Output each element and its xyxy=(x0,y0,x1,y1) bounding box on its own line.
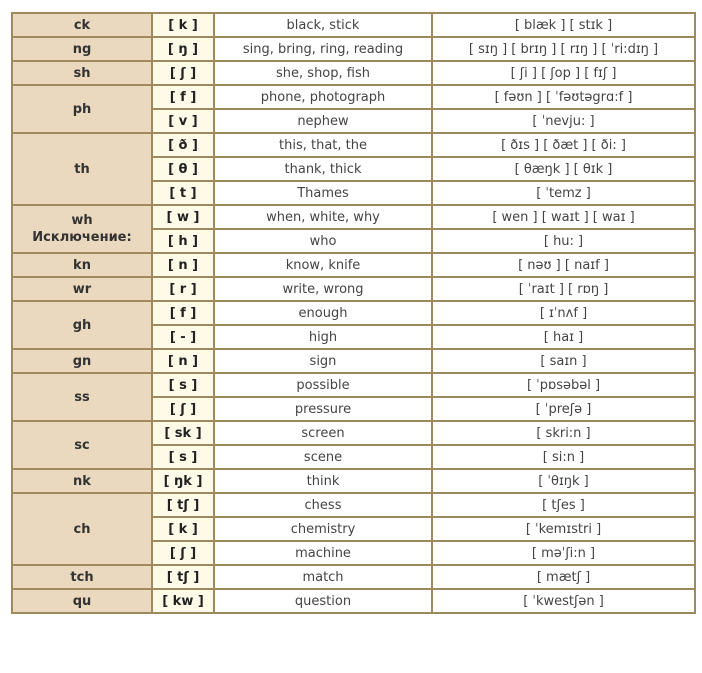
sound-cell: [ n ] xyxy=(152,349,214,373)
letter-combination: ss xyxy=(74,389,90,405)
letter-combination: nk xyxy=(73,473,91,489)
transcription-cell: [ fəʊn ] [ ˈfəʊtəgrɑ:f ] xyxy=(432,85,695,109)
letter-combination: th xyxy=(74,161,90,177)
example-words-cell: Thames xyxy=(214,181,432,205)
phonics-table-body xyxy=(12,13,695,613)
transcription-cell: [ ˈtemz ] xyxy=(432,181,695,205)
transcription-cell: [ ɪˈnʌf ] xyxy=(432,301,695,325)
example-words-cell: black, stick xyxy=(214,13,432,37)
sound-cell: [ n ] xyxy=(152,253,214,277)
example-words-cell: match xyxy=(214,565,432,589)
letter-combination: sc xyxy=(74,437,90,453)
transcription-cell: [ si:n ] xyxy=(432,445,695,469)
transcription-cell: [ wen ] [ waɪt ] [ waɪ ] xyxy=(432,205,695,229)
letter-combination-cell xyxy=(12,13,152,37)
letter-combination-cell xyxy=(12,61,152,85)
sound-cell: [ s ] xyxy=(152,373,214,397)
sound-cell: [ k ] xyxy=(152,13,214,37)
transcription-cell: [ mætʃ ] xyxy=(432,565,695,589)
sound-cell: [ ʃ ] xyxy=(152,397,214,421)
transcription-cell: [ hu: ] xyxy=(432,229,695,253)
letter-combination: ch xyxy=(73,521,91,537)
transcription-cell: [ blæk ] [ stɪk ] xyxy=(432,13,695,37)
sound-cell: [ tʃ ] xyxy=(152,565,214,589)
transcription-cell: [ tʃes ] xyxy=(432,493,695,517)
sound-cell: [ ŋ ] xyxy=(152,37,214,61)
transcription-cell: [ ʃi ] [ ʃop ] [ fɪʃ ] xyxy=(432,61,695,85)
letter-combination-cell xyxy=(12,493,152,565)
example-words-cell: machine xyxy=(214,541,432,565)
sound-cell: [ v ] xyxy=(152,109,214,133)
table-row xyxy=(12,133,695,157)
transcription-cell: [ skri:n ] xyxy=(432,421,695,445)
sound-cell: [ ŋk ] xyxy=(152,469,214,493)
transcription-cell: [ ˈraɪt ] [ rɒŋ ] xyxy=(432,277,695,301)
phonics-table-container xyxy=(11,12,694,662)
sound-cell: [ k ] xyxy=(152,517,214,541)
example-words-cell: sign xyxy=(214,349,432,373)
example-words-cell: sing, bring, ring, reading xyxy=(214,37,432,61)
letter-combination: ng xyxy=(72,41,92,57)
sound-cell: [ sk ] xyxy=(152,421,214,445)
letter-combination-cell xyxy=(12,205,152,253)
example-words-cell: pressure xyxy=(214,397,432,421)
example-words-cell: phone, photograph xyxy=(214,85,432,109)
table-row xyxy=(12,253,695,277)
table-row xyxy=(12,589,695,613)
letter-combination-cell xyxy=(12,133,152,205)
table-row xyxy=(12,61,695,85)
transcription-cell: [ ˈpreʃə ] xyxy=(432,397,695,421)
letter-combination-cell xyxy=(12,253,152,277)
letter-combination: kn xyxy=(73,257,91,273)
sound-cell: [ ʃ ] xyxy=(152,541,214,565)
letter-combination: ph xyxy=(72,101,92,117)
sound-cell: [ tʃ ] xyxy=(152,493,214,517)
transcription-cell: [ saɪn ] xyxy=(432,349,695,373)
letter-combination: gn xyxy=(72,353,92,369)
sound-cell: [ θ ] xyxy=(152,157,214,181)
letter-combination-cell xyxy=(12,301,152,349)
transcription-cell: [ ˈnevju: ] xyxy=(432,109,695,133)
example-words-cell: scene xyxy=(214,445,432,469)
letter-combination: ck xyxy=(73,17,91,33)
example-words-cell: thank, thick xyxy=(214,157,432,181)
table-row xyxy=(12,493,695,517)
table-row xyxy=(12,469,695,493)
table-row xyxy=(12,85,695,109)
transcription-cell: [ ˈθɪŋk ] xyxy=(432,469,695,493)
letter-combination-cell xyxy=(12,349,152,373)
transcription-cell: [ ˈkwestʃən ] xyxy=(432,589,695,613)
transcription-cell: [ nəʊ ] [ naɪf ] xyxy=(432,253,695,277)
transcription-cell: [ ðɪs ] [ ðæt ] [ ði: ] xyxy=(432,133,695,157)
letter-combination-cell xyxy=(12,421,152,469)
transcription-cell: [ məˈʃi:n ] xyxy=(432,541,695,565)
phonics-table xyxy=(11,12,696,614)
letter-combination: wr xyxy=(72,281,92,297)
example-words-cell: screen xyxy=(214,421,432,445)
letter-combination: qu xyxy=(72,593,92,609)
letter-combination-cell xyxy=(12,37,152,61)
example-words-cell: high xyxy=(214,325,432,349)
table-row xyxy=(12,349,695,373)
letter-combination: gh xyxy=(72,317,92,333)
example-words-cell: nephew xyxy=(214,109,432,133)
example-words-cell: she, shop, fish xyxy=(214,61,432,85)
table-row xyxy=(12,373,695,397)
sound-cell: [ f ] xyxy=(152,301,214,325)
letter-combination-cell xyxy=(12,565,152,589)
table-row xyxy=(12,301,695,325)
transcription-cell: [ sɪŋ ] [ brɪŋ ] [ rɪŋ ] [ ˈri:dɪŋ ] xyxy=(432,37,695,61)
letter-combination-cell xyxy=(12,373,152,421)
sound-cell: [ r ] xyxy=(152,277,214,301)
table-row xyxy=(12,13,695,37)
letter-combination-cell xyxy=(12,85,152,133)
sound-cell: [ ʃ ] xyxy=(152,61,214,85)
example-words-cell: write, wrong xyxy=(214,277,432,301)
sound-cell: [ - ] xyxy=(152,325,214,349)
sound-cell: [ f ] xyxy=(152,85,214,109)
transcription-cell: [ ˈpɒsəbəl ] xyxy=(432,373,695,397)
letter-combination: tch xyxy=(70,569,94,585)
letter-combination-cell xyxy=(12,277,152,301)
table-row xyxy=(12,205,695,229)
transcription-cell: [ ˈkemɪstri ] xyxy=(432,517,695,541)
sound-cell: [ w ] xyxy=(152,205,214,229)
example-words-cell: possible xyxy=(214,373,432,397)
example-words-cell: when, white, why xyxy=(214,205,432,229)
letter-combination-cell xyxy=(12,589,152,613)
example-words-cell: who xyxy=(214,229,432,253)
example-words-cell: think xyxy=(214,469,432,493)
sound-cell: [ h ] xyxy=(152,229,214,253)
letter-combination: wh xyxy=(71,213,93,228)
table-row xyxy=(12,37,695,61)
sound-cell: [ ð ] xyxy=(152,133,214,157)
example-words-cell: this, that, the xyxy=(214,133,432,157)
sound-cell: [ kw ] xyxy=(152,589,214,613)
example-words-cell: enough xyxy=(214,301,432,325)
transcription-cell: [ haɪ ] xyxy=(432,325,695,349)
example-words-cell: chemistry xyxy=(214,517,432,541)
table-row xyxy=(12,421,695,445)
table-row xyxy=(12,277,695,301)
letter-combination-cell xyxy=(12,469,152,493)
transcription-cell: [ θæŋk ] [ θɪk ] xyxy=(432,157,695,181)
sound-cell: [ t ] xyxy=(152,181,214,205)
example-words-cell: question xyxy=(214,589,432,613)
exception-note: Исключение: xyxy=(32,230,132,245)
letter-combination: sh xyxy=(73,65,91,81)
sound-cell: [ s ] xyxy=(152,445,214,469)
example-words-cell: know, knife xyxy=(214,253,432,277)
example-words-cell: chess xyxy=(214,493,432,517)
table-row xyxy=(12,565,695,589)
